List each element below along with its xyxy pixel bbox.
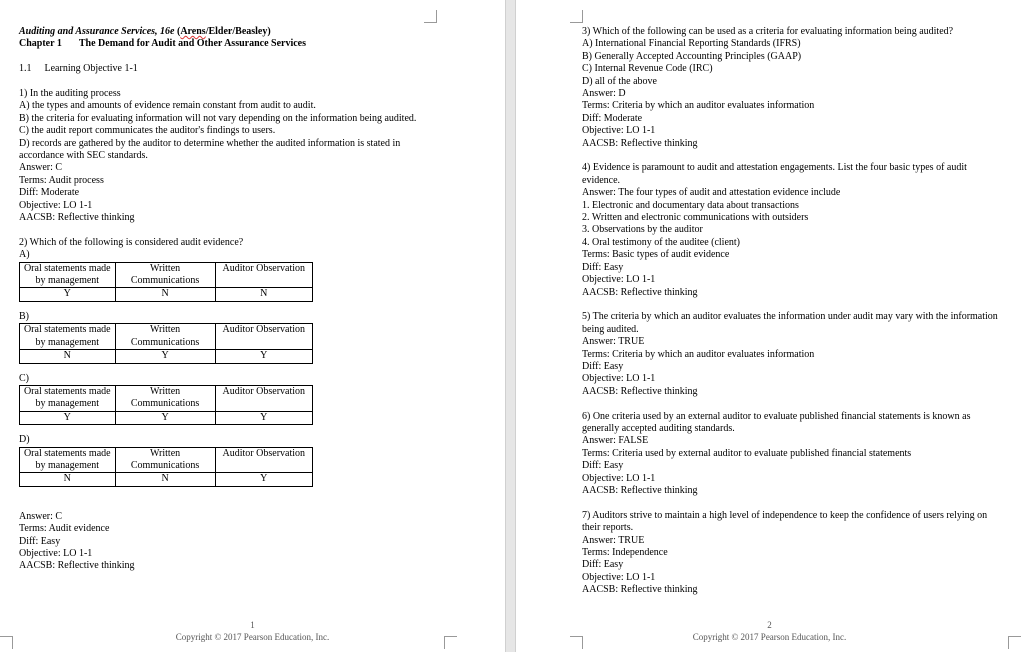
answer-line: Answer: The four types of audit and attestation evidence include <box>582 187 841 199</box>
difficulty-line: Diff: Easy <box>582 559 624 571</box>
evidence-type-item: 3. Observations by the auditor <box>582 224 703 236</box>
question-6: 6) One criteria used by an external auditor to evaluate published financial statements is known as generally accepted auditing standards. Answer: FALSE Terms: Criteria used by external auditor to evaluate published financial statements Diff: Easy Objective: LO 1-1 AACSB: Reflective thinking <box>582 411 1006 498</box>
evidence-option <box>19 373 439 435</box>
page-gutter <box>505 0 516 652</box>
terms-line: Terms: Audit evidence <box>19 523 110 535</box>
table-header-cell: Written Communications <box>115 385 215 411</box>
chapter-title: The Demand for Audit and Other Assurance Services <box>78 38 307 50</box>
table-header-cell: Auditor Observation <box>215 324 312 350</box>
table-header-cell: Auditor Observation <box>215 262 312 288</box>
answer-line: Answer: TRUE <box>582 534 645 546</box>
terms-line: Terms: Audit process <box>19 174 104 186</box>
option-label: A) <box>19 249 30 261</box>
table-header-cell: Written Communications <box>115 262 215 288</box>
answer-line: Answer: FALSE <box>582 435 649 447</box>
question-5: 5) The criteria by which an auditor evaluates the information under audit may vary with the information being audited. Answer: TRUE Terms: Criteria by which an auditor evaluates information Diff: Easy Objective: LO 1-1 AACSB: Reflective thinking <box>582 311 1006 398</box>
aacsb-line: AACSB: Reflective thinking <box>19 560 135 572</box>
terms-line: Terms: Independence <box>582 547 668 558</box>
table-cell: N <box>20 350 116 363</box>
table-cell: N <box>115 473 215 486</box>
table-header-cell: Oral statements made by management <box>20 262 116 288</box>
difficulty-line: Diff: Moderate <box>19 187 80 199</box>
evidence-option <box>19 311 439 373</box>
evidence-table <box>19 447 313 487</box>
question-3: 3) Which of the following can be used as a criteria for evaluating information being audited? A) International Financial Reporting Standards (IFRS) B) Generally Accepted Accounting Principles (GAAP) C) Internal Revenue Code (IRC) D) all of the above Answer: D Terms: Criteria by which an auditor evaluates information Diff: Moderate Objective: LO 1-1 AACSB: Reflective thinking <box>582 26 1006 150</box>
table-header-cell: Oral statements made by management <box>20 324 116 350</box>
terms-line: Terms: Criteria used by external auditor to evaluate published financial statements <box>582 447 912 459</box>
question-1: 1) In the auditing process A) the types and amounts of evidence remain constant from audit to audit. B) the criteria for evaluating information will not vary depending on the information being audited. C) the audit report communicates the auditor's findings to users. D) records are gathered by the auditor to determine whether the audited information is stated in accordance with SEC standards. Answer: C Terms: Audit process Diff: Moderate Objective: LO 1-1 AACSB: Reflective thinking <box>19 88 439 224</box>
objective-line: Objective: LO 1-1 <box>582 373 656 385</box>
aacsb-line: AACSB: Reflective thinking <box>582 286 698 298</box>
document-page-1 <box>0 0 505 652</box>
table-cell: Y <box>20 411 116 424</box>
table-row <box>20 350 313 363</box>
answer-line: Answer: TRUE <box>582 336 645 348</box>
table-header-cell: Auditor Observation <box>215 447 312 473</box>
table-row <box>20 288 313 301</box>
question-4: 4) Evidence is paramount to audit and attestation engagements. List the four basic types of audit evidence. Answer: The four types of audit and attestation evidence include 1. Electronic and documentary data about transactions 2. Written and electronic communications with outsiders 3. Observations by the auditor 4. Oral testimony of the auditee (client) Terms: Basic types of audit evidence Diff: Easy Objective: LO 1-1 AACSB: Reflective thinking <box>582 162 1006 298</box>
evidence-table <box>19 262 313 302</box>
terms-line: Terms: Basic types of audit evidence <box>582 249 730 261</box>
question-7: 7) Auditors strive to maintain a high level of independence to keep the confidence of users relying on their reports. Answer: TRUE Terms: Independence Diff: Easy Objective: LO 1-1 AACSB: Reflective thinking <box>582 510 1006 597</box>
table-header-row <box>20 324 313 350</box>
option-label: C) <box>19 372 29 384</box>
table-cell: N <box>215 288 312 301</box>
table-cell: Y <box>215 411 312 424</box>
table-header-cell: Oral statements made by management <box>20 385 116 411</box>
table-header-cell: Written Communications <box>115 447 215 473</box>
book-title-line: Auditing and Assurance Services, 16e (Arens/Elder/Beasley) <box>19 26 271 37</box>
objective-line: Objective: LO 1-1 <box>582 472 656 484</box>
copyright-footer: Copyright © 2017 Pearson Education, Inc. <box>692 632 847 642</box>
evidence-type-item: 2. Written and electronic communications with outsiders <box>582 212 809 224</box>
table-header-row <box>20 447 313 473</box>
table-row <box>20 473 313 486</box>
difficulty-line: Diff: Easy <box>19 535 61 547</box>
objective-line: Objective: LO 1-1 <box>19 547 93 559</box>
objective-line: Objective: LO 1-1 <box>19 199 93 211</box>
page-1-body <box>19 26 439 573</box>
objective-line: Objective: LO 1-1 <box>582 571 656 583</box>
evidence-type-item: 4. Oral testimony of the auditee (client) <box>582 236 741 248</box>
difficulty-line: Diff: Easy <box>582 360 624 372</box>
section-heading: 1.1 Learning Objective 1-1 <box>19 63 138 75</box>
evidence-option <box>19 249 439 311</box>
evidence-option <box>19 434 439 511</box>
aacsb-line: AACSB: Reflective thinking <box>582 137 698 149</box>
table-header-row <box>20 385 313 411</box>
objective-line: Objective: LO 1-1 <box>582 274 656 286</box>
evidence-type-item: 1. Electronic and documentary data about transactions <box>582 199 799 211</box>
page-number: 2 <box>767 620 772 630</box>
option-label: B) <box>19 310 29 322</box>
table-cell: Y <box>115 350 215 363</box>
aacsb-line: AACSB: Reflective thinking <box>582 584 698 596</box>
table-cell: N <box>20 473 116 486</box>
table-cell: Y <box>20 288 116 301</box>
crop-mark <box>424 10 437 23</box>
question-2: 2) Which of the following is considered audit evidence? A) Oral statements made by management Written Communications Auditor Observation Y N N B) Oral statements made by management Written Communications Auditor Observation N Y Y C) Oral statements made by management Written Communications Auditor Observation Y Y Y D) Oral statements made by management Written Communications Auditor Observation N N Y Answer: C Terms: Audit evidence Diff: Easy Objective: LO 1-1 AACSB: Reflective thinking <box>19 237 439 573</box>
answer-line: Answer: C <box>19 162 63 174</box>
difficulty-line: Diff: Easy <box>582 261 624 273</box>
evidence-table <box>19 385 313 425</box>
difficulty-line: Diff: Easy <box>582 460 624 472</box>
book-authors: Arens <box>180 26 206 37</box>
table-cell: Y <box>215 473 312 486</box>
table-cell: Y <box>115 411 215 424</box>
table-cell: Y <box>215 350 312 363</box>
crop-mark <box>570 10 583 23</box>
answer-line: Answer: D <box>582 88 626 100</box>
chapter-heading: Chapter 1 The Demand for Audit and Other Assurance Services <box>19 38 307 50</box>
difficulty-line: Diff: Moderate <box>582 112 643 124</box>
table-header-cell: Auditor Observation <box>215 385 312 411</box>
terms-line: Terms: Criteria by which an auditor evaluates information <box>582 348 815 360</box>
document-page-2 <box>516 0 1023 652</box>
table-header-row <box>20 262 313 288</box>
option-label: D) <box>19 434 30 446</box>
table-row <box>20 411 313 424</box>
terms-line: Terms: Criteria by which an auditor evaluates information <box>582 100 815 112</box>
page-number: 1 <box>250 620 255 630</box>
table-header-cell: Written Communications <box>115 324 215 350</box>
table-header-cell: Oral statements made by management <box>20 447 116 473</box>
evidence-table <box>19 323 313 363</box>
evidence-option-tables <box>19 249 439 511</box>
aacsb-line: AACSB: Reflective thinking <box>19 212 135 224</box>
copyright-footer: Copyright © 2017 Pearson Education, Inc. <box>175 632 330 642</box>
book-title: Auditing and Assurance Services, 16e <box>19 26 175 37</box>
aacsb-line: AACSB: Reflective thinking <box>582 385 698 397</box>
aacsb-line: AACSB: Reflective thinking <box>582 484 698 496</box>
objective-line: Objective: LO 1-1 <box>582 125 656 137</box>
page-2-body <box>582 26 1006 597</box>
answer-line: Answer: C <box>19 510 63 522</box>
table-cell: N <box>115 288 215 301</box>
